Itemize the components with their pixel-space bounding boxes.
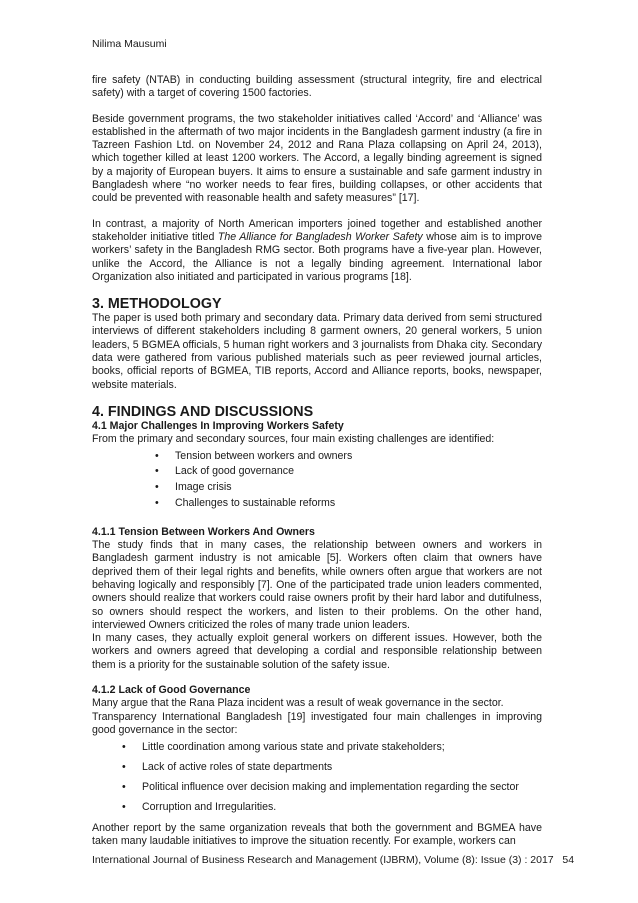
- methodology-paragraph: The paper is used both primary and secondary data. Primary data derived from semi structured interviews of different stakeholders including 8 garment owners, 20 general workers, 5 union leaders, 5 BGMEA officials, 5 human right workers and 3 journalists from Dhaka city. Secondary data were gathered from various published materials such as peer reviewed journal articles, books, official reports of BGMEA, TIB reports, Accord and Alliance reports, books, newspaper, website materials.: [92, 312, 542, 391]
- bullet-icon: •: [122, 801, 126, 814]
- page-number: 54: [562, 854, 575, 866]
- alliance-text-before: In contrast, a majority of North American importers joined together and established another stakeholder initiative titled: [92, 217, 542, 243]
- list-item: [92, 761, 542, 774]
- bullet-icon: •: [155, 481, 159, 494]
- list-item-text: Lack of good governance: [175, 465, 294, 478]
- list-item: [92, 464, 542, 480]
- governance-list: [92, 741, 542, 815]
- tension-paragraph-1: The study finds that in many cases, the relationship between owners and workers in Bangladesh garment industry is not amicable [5]. Workers often claim that owners have deprived them of their legal rights and benefits, while owners often argue that workers are not behaving logically and responsibly [7]. One of the participated trade union leaders commented, owners should realize that workers could raise owners profit by their hard labor and dutifulness, so owners should respect the workers, and listen to their problems. On the other hand, interviewed Owners criticized the roles of many trade union leaders.: [92, 539, 542, 631]
- tension-paragraph-2: In many cases, they actually exploit general workers on different issues. However, both the workers and owners agreed that developing a cordial and responsible relationship between them is a priority for the sustainable solution of the safety issue.: [92, 632, 542, 671]
- list-item-text: Tension between workers and owners: [175, 449, 353, 462]
- bullet-icon: •: [155, 496, 159, 509]
- list-item: [92, 741, 542, 754]
- challenges-list: [92, 449, 542, 512]
- bullet-icon: •: [122, 761, 126, 774]
- paragraph-accord-alliance: Beside government programs, the two stakeholder initiatives called ‘Accord’ and ‘Alliance’ was established in the aftermath of two major incidents in the Bangladesh garment industry (a fire in Tazreen Fashion Ltd. on November 24, 2012 and Rana Plaza collapsing on April 24, 2013), which together killed at least 1200 workers. The Accord, a legally binding agreement is signed by a majority of European buyers. It aims to ensure a sustainable and safe garment industry in Bangladesh where “no worker needs to fear fires, building collapses, or other accidents that could be prevented with reasonable health and safety measures” [17].: [92, 112, 542, 205]
- list-item-text: Corruption and Irregularities.: [142, 801, 277, 814]
- list-item-text: Political influence over decision making and implementation regarding the sector: [142, 781, 519, 794]
- alliance-text-after: whose aim is to improve workers’ safety in the Bangladesh RMG sector. Both programs have a five-year plan. However, unlike the Accord, the Alliance is not a legally binding agreement. International labor Organization also initiated and participated in various programs [18].: [92, 230, 542, 283]
- bullet-icon: •: [155, 449, 159, 462]
- governance-line-1: Many argue that the Rana Plaza incident was a result of weak governance in the sector.: [92, 697, 504, 710]
- body-content: [92, 74, 542, 848]
- subsection-4-1-heading: 4.1 Major Challenges In Improving Workers Safety: [92, 419, 344, 432]
- list-item-text: Image crisis: [175, 481, 232, 494]
- list-item: [92, 480, 542, 496]
- findings-heading: 4. FINDINGS AND DISCUSSIONS: [92, 403, 314, 420]
- paragraph-ntab: fire safety (NTAB) in conducting building assessment (structural integrity, fire and electrical safety) with a target of covering 1500 factories.: [92, 74, 542, 100]
- bullet-icon: •: [122, 741, 126, 754]
- bullet-icon: •: [155, 465, 159, 478]
- list-item-text: Lack of active roles of state departments: [142, 761, 333, 774]
- running-header: Nilima Mausumi: [92, 38, 167, 50]
- challenges-intro: From the primary and secondary sources, four main existing challenges are identified:: [92, 433, 495, 446]
- alliance-title: The Alliance for Bangladesh Worker Safety: [217, 230, 423, 243]
- bullet-icon: •: [122, 781, 126, 794]
- methodology-heading: 3. METHODOLOGY: [92, 296, 222, 313]
- running-footer: [92, 854, 574, 866]
- list-item-text: Challenges to sustainable reforms: [175, 496, 336, 509]
- list-item: [92, 781, 542, 794]
- journal-citation: International Journal of Business Research and Management (IJBRM), Volume (8): Issue (3) : 2017: [92, 854, 554, 866]
- closing-paragraph: Another report by the same organization reveals that both the government and BGMEA have taken many laudable initiatives to improve the situation recently. For example, workers can: [92, 821, 542, 847]
- subsection-4-1-2-heading: 4.1.2 Lack of Good Governance: [92, 683, 251, 696]
- list-item: [92, 449, 542, 465]
- list-item: [92, 801, 542, 814]
- subsection-4-1-1-heading: 4.1.1 Tension Between Workers And Owners: [92, 525, 315, 538]
- governance-line-2: Transparency International Bangladesh [19] investigated four main challenges in improving good governance in the sector:: [92, 710, 542, 736]
- paragraph-alliance: [92, 218, 542, 284]
- list-item-text: Little coordination among various state and private stakeholders;: [142, 741, 445, 754]
- list-item: [92, 496, 542, 512]
